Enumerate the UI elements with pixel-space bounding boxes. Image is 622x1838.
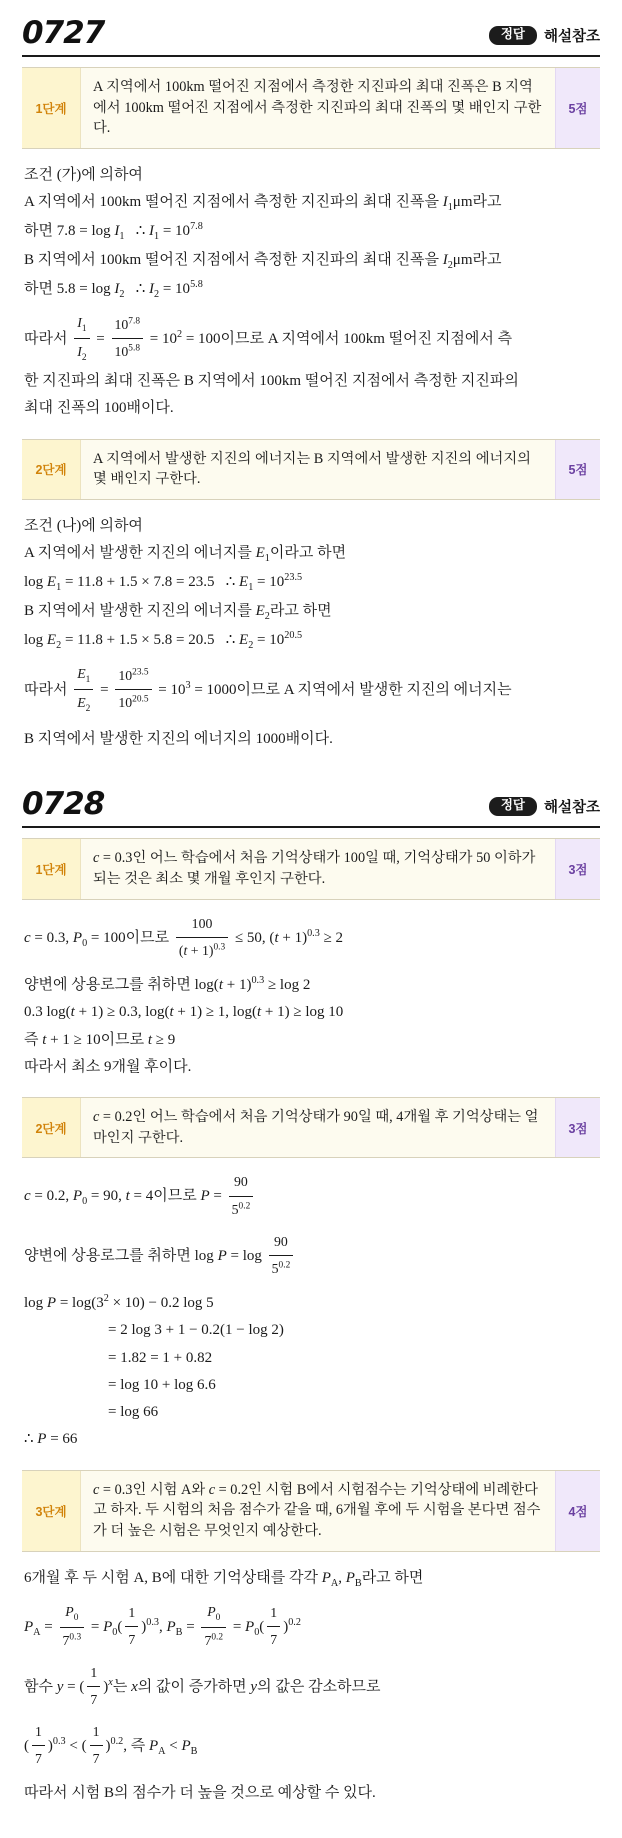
solution-body-2: [22, 1168, 600, 1459]
numerator: 1: [32, 1720, 45, 1746]
text-run: , 즉: [123, 1738, 149, 1755]
text-run: + 1) ≥ 1, log(: [173, 1004, 257, 1021]
superscript: 0.3: [52, 1736, 66, 1748]
var-E: E: [77, 694, 86, 710]
var-x: x: [131, 1678, 138, 1695]
subscript: B: [175, 1626, 183, 1638]
text-run: 7: [62, 1632, 70, 1648]
var-P: P: [46, 1295, 57, 1311]
subscript: B: [354, 1577, 362, 1589]
problem-0728: [22, 786, 600, 1813]
text-run: <: [65, 1738, 82, 1755]
subscript: 1: [447, 202, 453, 214]
subscript: 0: [112, 1626, 118, 1638]
text-run: A 지역에서 발생한 지진의 에너지를: [24, 545, 256, 562]
paren-fraction: ( $\frac{1}{7}$ ): [82, 1738, 111, 1754]
var-c: c: [208, 1481, 216, 1498]
solution-line: [24, 1662, 598, 1713]
text-run: 따라서: [24, 681, 72, 698]
subscript: 2: [56, 639, 62, 651]
solution-line: [24, 627, 598, 655]
step-box-2: [22, 439, 600, 500]
step-label: 1단계: [22, 839, 81, 898]
text-run: =: [40, 1618, 57, 1635]
solution-line: [24, 1171, 598, 1222]
text-run: ≥ 9: [152, 1031, 176, 1048]
text-run: = 10: [159, 223, 191, 240]
text-run: × 10) − 0.2 log 5: [108, 1295, 214, 1311]
superscript: 0.3: [251, 975, 265, 986]
text-run: 10: [114, 343, 129, 359]
text-run: 7: [204, 1632, 212, 1648]
step-description: [81, 839, 555, 898]
var-E: E: [239, 574, 249, 591]
denominator: 7: [128, 1631, 136, 1647]
var-c: c: [93, 850, 100, 867]
spacer: [24, 656, 598, 662]
superscript: 2: [176, 328, 183, 340]
step-description: [81, 1471, 555, 1551]
subscript: A: [158, 1746, 166, 1758]
solution-line: [24, 1290, 598, 1316]
text-run: log: [24, 1295, 47, 1311]
subscript: A: [330, 1577, 339, 1589]
var-P: P: [200, 1188, 210, 1205]
problem-0727: [22, 15, 600, 759]
answer-group: [489, 25, 600, 49]
var-P: P: [321, 1569, 331, 1586]
problem-number: 0727: [22, 15, 105, 51]
superscript: 20.5: [132, 694, 149, 705]
text-run: + 1) ≥ 0.3, log(: [74, 1004, 170, 1021]
text-run: = 66: [46, 1431, 78, 1448]
solution-line: [24, 276, 598, 304]
text-run: 5: [271, 1260, 279, 1276]
numerator: 90: [269, 1230, 294, 1256]
denominator: 7: [270, 1631, 278, 1647]
var-P: P: [37, 1431, 47, 1448]
text-run: = 11.8 + 1.5 × 7.8 = 23.5: [61, 574, 215, 591]
fraction: [176, 912, 228, 963]
text-run: = 0.2인 어느 학습에서 처음 기억상태가 90일 때, 4개월 후 기억상태는 얼마인지 구한다.: [93, 1109, 539, 1146]
var-I: I: [114, 223, 120, 240]
var-P: P: [103, 1618, 113, 1635]
text-run: (: [178, 942, 184, 958]
spacer: [24, 1773, 598, 1779]
answer-value: 해설참조: [543, 800, 600, 817]
subscript: 0: [73, 1612, 79, 1623]
problem-header: [22, 786, 600, 824]
text-run: =: [229, 1618, 246, 1635]
text-run: 5: [231, 1201, 239, 1217]
fraction: [112, 313, 144, 364]
solution-line: [24, 1565, 598, 1593]
text-run: ∴: [225, 631, 240, 648]
text-run: 의 값이 증가하면: [137, 1678, 251, 1695]
superscript: 3: [185, 679, 191, 691]
solution-line: [24, 663, 598, 718]
superscript: 0.3: [146, 1616, 159, 1628]
text-run: ,: [159, 1618, 167, 1635]
text-run: =: [92, 330, 109, 347]
text-run: + 1 ≥ 10이므로: [46, 1031, 148, 1048]
superscript: 20.5: [284, 629, 303, 641]
subscript: 2: [447, 260, 453, 272]
text-run: ∴: [135, 280, 149, 297]
text-run: 10: [114, 316, 129, 332]
superscript: 2: [103, 1293, 109, 1304]
text-run: = 10: [253, 574, 285, 591]
problem-number: 0728: [22, 786, 105, 823]
superscript: 5.8: [128, 343, 141, 354]
solution-line: [24, 1721, 598, 1772]
text-run: 하면 5.8 = log: [24, 280, 115, 297]
subscript: 2: [248, 639, 254, 651]
solution-line: = 1.82 = 1 + 0.82: [108, 1349, 213, 1366]
subscript: 1: [154, 231, 160, 243]
var-I: I: [77, 343, 82, 359]
text-run: B 지역에서 100km 떨어진 지점에서 측정한 지진파의 최대 진폭을: [24, 252, 443, 269]
solution-line: [24, 1027, 598, 1053]
solution-line: [24, 1601, 598, 1654]
text-run: = 1000이므로 A 지역에서 발생한 지진의 에너지는: [190, 681, 512, 698]
superscript: 7.8: [128, 316, 141, 327]
text-run: 6개월 후 두 시험 A, B에 대한 기억상태를 각각: [24, 1569, 322, 1586]
var-P: P: [181, 1738, 191, 1755]
text-run: ≥ log 2: [264, 977, 311, 993]
fraction: [269, 1230, 294, 1281]
text-run: ∴: [225, 574, 240, 591]
step-score: 5점: [555, 440, 600, 499]
spacer: [24, 1655, 598, 1661]
numerator: 1: [87, 1661, 100, 1687]
text-run: + 1) ≥ log 10: [261, 1004, 344, 1021]
text-run: 즉: [24, 1031, 43, 1048]
var-E: E: [46, 631, 57, 648]
solution-line: [24, 913, 598, 964]
answer-group: [489, 796, 600, 820]
text-run: <: [165, 1738, 182, 1755]
var-P: P: [72, 929, 83, 946]
var-t: t: [183, 942, 188, 958]
superscript: 23.5: [284, 572, 303, 584]
solution-line: [24, 218, 598, 246]
solution-line: [24, 540, 598, 568]
var-c: c: [24, 929, 31, 946]
text-run: =: [209, 1188, 226, 1205]
spacer: [24, 965, 598, 971]
subscript: 2: [154, 288, 160, 300]
subscript: 1: [264, 553, 270, 565]
text-run: 10: [118, 667, 133, 683]
subscript: 1: [119, 231, 125, 243]
var-c: c: [93, 1109, 100, 1125]
text-run: μm라고: [452, 252, 502, 269]
subscript: 0: [82, 937, 88, 949]
subscript: 1: [248, 582, 254, 594]
var-P: P: [24, 1618, 34, 1635]
subscript: 0: [215, 1612, 221, 1623]
text-run: 라고 하면: [361, 1569, 424, 1586]
step-description: A 지역에서 발생한 지진의 에너지는 B 지역에서 발생한 지진의 에너지의 몇 배인지 구한다.: [81, 440, 555, 499]
var-t: t: [147, 1031, 153, 1048]
var-P: P: [72, 1188, 83, 1205]
header-divider: [22, 55, 600, 57]
denominator: 7: [35, 1751, 42, 1767]
var-t: t: [42, 1031, 47, 1048]
step-description: [81, 1098, 555, 1157]
var-P: P: [65, 1603, 74, 1619]
superscript: 0.3: [69, 1632, 82, 1643]
var-P: P: [245, 1618, 255, 1635]
fraction: [74, 662, 93, 717]
solution-line: 한 지진파의 최대 진폭은 B 지역에서 100km 떨어진 지점에서 측정한 지진파의: [24, 373, 519, 390]
solution-line: 최대 진폭의 100배이다.: [24, 400, 174, 417]
var-E: E: [255, 545, 265, 562]
var-I: I: [77, 314, 82, 330]
step-description: A 지역에서 100km 떨어진 지점에서 측정한 지진파의 최대 진폭은 B 지역에서 100km 떨어진 지점에서 측정한 지진파의 최대 진폭의 몇 배인지 구한다.: [81, 68, 555, 148]
solution-line: [24, 972, 598, 998]
text-run: 하면 7.8 = log: [24, 223, 115, 240]
text-run: 양변에 상용로그를 취하면 log: [24, 1247, 218, 1264]
text-run: = 10: [159, 280, 191, 297]
var-P: P: [149, 1738, 159, 1755]
superscript: 5.8: [190, 278, 203, 290]
spacer: [24, 1224, 598, 1230]
answer-badge: 정답: [489, 797, 537, 816]
var-y: y: [250, 1678, 258, 1695]
var-I: I: [149, 280, 154, 297]
text-run: ≤ 50, (: [231, 929, 275, 946]
solution-line: [24, 189, 598, 217]
solution-body-3: [22, 1562, 600, 1814]
step-box-3: [22, 1470, 600, 1552]
answer-badge: 정답: [489, 26, 537, 45]
text-run: μm라고: [452, 194, 502, 211]
step-label: 3단계: [22, 1471, 81, 1551]
text-run: A 지역에서 100km 떨어진 지점에서 측정한 지진파의 최대 진폭을: [24, 194, 443, 211]
var-t: t: [169, 1004, 174, 1021]
text-run: =: [63, 1678, 80, 1695]
text-run: 는: [112, 1678, 132, 1695]
paren-fraction: ( $\frac{1}{7}$ ): [117, 1619, 146, 1635]
text-run: log: [24, 574, 47, 591]
superscript: 23.5: [132, 667, 149, 678]
paren-fraction: ( $\frac{1}{7}$ ): [24, 1738, 53, 1754]
numerator: 100: [176, 912, 228, 938]
fraction: [115, 664, 151, 715]
text-run: = 10: [146, 330, 177, 347]
solution-body-2: [22, 510, 600, 759]
solution-line: 따라서 최소 9개월 후이다.: [24, 1058, 192, 1075]
solution-line: [24, 598, 598, 626]
var-P: P: [217, 1247, 227, 1264]
text-run: = 0.2인 시험 B에서 시험점수는 기억상태에 비례한다고 하자. 두 시험의 처음 점수가 같을 때, 6개월 후에 두 시험을 본다면 점수가 더 높은 시험은 무엇인지 예상한다.: [93, 1481, 541, 1539]
superscript: 0.3: [307, 927, 320, 939]
paren-fraction: ( $\frac{1}{7}$ ): [79, 1679, 108, 1695]
superscript: 0.2: [238, 1200, 251, 1211]
superscript: 0.2: [278, 1260, 291, 1271]
var-P: P: [207, 1603, 216, 1619]
var-t: t: [70, 1004, 75, 1021]
text-run: = log(3: [56, 1295, 104, 1311]
var-t: t: [274, 929, 279, 946]
step-box-1: [22, 67, 600, 149]
text-run: = 90,: [87, 1188, 126, 1205]
text-run: = 100이므로: [87, 929, 173, 946]
var-c: c: [93, 1481, 100, 1498]
solution-line: 조건 (나)에 의하여: [24, 518, 143, 535]
text-run: 따라서: [24, 330, 72, 347]
solution-line: [24, 999, 598, 1025]
text-run: =: [96, 681, 113, 698]
var-y: y: [56, 1678, 64, 1695]
solution-line: [24, 312, 598, 367]
answer-value: 해설참조: [543, 29, 600, 45]
text-run: = 100이므로 A 지역에서 100km 떨어진 지점에서 측: [182, 330, 513, 347]
numerator: 1: [267, 1601, 280, 1627]
subscript: 2: [119, 288, 125, 300]
text-run: = 0.3인 어느 학습에서 처음 기억상태가 100일 때, 기억상태가 50 이하가 되는 것은 최소 몇 개월 후인지 구한다.: [93, 850, 536, 887]
text-run: log: [24, 631, 47, 648]
numerator: 90: [229, 1170, 254, 1196]
text-run: = 0.3,: [30, 929, 73, 946]
subscript: 2: [85, 703, 91, 714]
text-run: 라고 하면: [269, 603, 332, 619]
page-bottom-spacer: [22, 1814, 600, 1828]
solution-line: B 지역에서 발생한 지진의 에너지의 1000배이다.: [24, 731, 333, 748]
text-run: ∴: [24, 1431, 38, 1448]
subscript: 2: [264, 611, 270, 622]
text-run: ∴: [135, 223, 149, 240]
solution-line: 따라서 시험 B의 점수가 더 높을 것으로 예상할 수 있다.: [24, 1785, 376, 1802]
subscript: B: [190, 1746, 198, 1758]
step-score: 3점: [555, 839, 600, 898]
var-I: I: [442, 252, 448, 269]
subscript: 1: [81, 323, 87, 334]
spacer: [24, 1594, 598, 1600]
step-box-2: [22, 1097, 600, 1158]
step-score: 5점: [555, 68, 600, 148]
solution-line: [24, 569, 598, 597]
subscript: 1: [56, 582, 62, 594]
text-run: + 1): [278, 929, 308, 946]
superscript: 0.3: [213, 942, 226, 953]
header-divider: [22, 826, 600, 828]
step-score: 4점: [555, 1471, 600, 1551]
text-run: = 4이므로: [129, 1188, 201, 1205]
step-score: 3점: [555, 1098, 600, 1157]
subscript: 0: [254, 1626, 260, 1638]
text-run: B 지역에서 발생한 지진의 에너지를: [24, 603, 256, 619]
denominator: 7: [92, 1751, 100, 1767]
solution-line: 조건 (가)에 의하여: [24, 167, 143, 184]
var-I: I: [442, 194, 448, 211]
text-run: =: [87, 1618, 104, 1635]
spacer: [24, 305, 598, 311]
numerator: 1: [90, 1720, 103, 1746]
superscript: 0.2: [211, 1632, 224, 1643]
spacer: [24, 719, 598, 725]
step-box-1: [22, 838, 600, 899]
text-run: + 1): [187, 942, 214, 958]
text-run: 이라고 하면: [269, 545, 347, 562]
superscript: x: [108, 1676, 113, 1688]
fraction: [74, 311, 89, 366]
var-t: t: [218, 977, 223, 993]
text-run: = log: [226, 1247, 266, 1264]
var-E: E: [255, 603, 265, 619]
step-label: 2단계: [22, 440, 81, 499]
var-t: t: [125, 1188, 130, 1205]
var-E: E: [239, 631, 249, 648]
solution-line: = log 66: [108, 1404, 159, 1420]
subscript: 2: [81, 352, 87, 363]
step-label: 1단계: [22, 68, 81, 148]
solution-line: = 2 log 3 + 1 − 0.2(1 − log 2): [108, 1322, 284, 1339]
var-P: P: [166, 1618, 176, 1635]
text-run: = 10: [253, 631, 285, 648]
denominator: 7: [90, 1691, 98, 1707]
var-I: I: [114, 280, 120, 297]
text-run: 의 값은 감소하므로: [257, 1678, 381, 1695]
section-spacer: [22, 759, 600, 789]
fraction: [60, 1600, 85, 1653]
problem-header: [22, 15, 600, 53]
fraction: [229, 1170, 254, 1221]
var-E: E: [77, 665, 86, 681]
solution-line: [24, 1426, 598, 1452]
text-run: =: [182, 1618, 199, 1635]
numerator: 1: [125, 1601, 138, 1627]
text-run: = 11.8 + 1.5 × 5.8 = 20.5: [61, 631, 215, 648]
solution-body-1: [22, 159, 600, 428]
step-label: 2단계: [22, 1098, 81, 1157]
paren-fraction: ( $\frac{1}{7}$ ): [259, 1619, 288, 1635]
subscript: A: [33, 1626, 41, 1638]
text-run: = 10: [154, 681, 186, 698]
text-run: ≥ 2: [319, 929, 344, 946]
subscript: 0: [82, 1196, 88, 1208]
text-run: + 1): [222, 977, 252, 993]
spacer: [24, 1714, 598, 1720]
text-run: ,: [338, 1569, 346, 1586]
var-I: I: [149, 223, 154, 240]
spacer: [24, 1283, 598, 1289]
text-run: 함수: [24, 1678, 57, 1695]
var-c: c: [24, 1188, 31, 1205]
superscript: 7.8: [190, 221, 203, 233]
fraction: [201, 1600, 226, 1653]
superscript: 0.2: [110, 1736, 124, 1748]
text-run: 0.3 log(: [24, 1004, 71, 1021]
var-t: t: [256, 1004, 262, 1021]
superscript: 0.2: [288, 1616, 301, 1628]
text-run: 10: [118, 694, 133, 710]
var-E: E: [46, 574, 57, 591]
solution-body-1: [22, 910, 600, 1087]
text-run: 양변에 상용로그를 취하면 log(: [24, 977, 219, 993]
text-run: = 0.3인 시험 A와: [99, 1481, 209, 1498]
subscript: 1: [85, 674, 91, 685]
var-P: P: [345, 1569, 355, 1586]
solution-line: [24, 1231, 598, 1282]
text-run: = 0.2,: [30, 1188, 73, 1205]
solution-line: = log 10 + log 6.6: [108, 1376, 216, 1393]
solution-line: [24, 247, 598, 275]
